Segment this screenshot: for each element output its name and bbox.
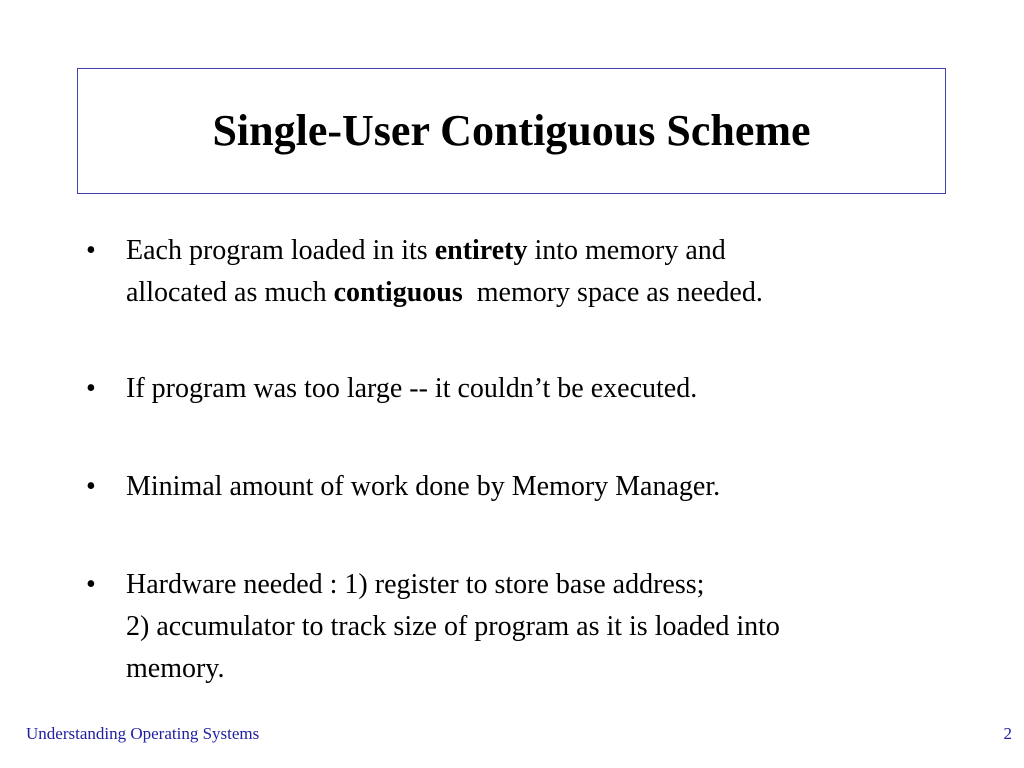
title-box — [77, 68, 946, 194]
bullet-text — [126, 564, 966, 690]
bullet-marker: • — [86, 471, 96, 502]
bullet-item — [86, 564, 966, 690]
footer-page-number: 2 — [1003, 724, 1012, 743]
bullet-item — [86, 230, 966, 314]
bullet-text-segment: Each program loaded in its — [126, 235, 435, 266]
bullet-text-segment: allocated as much — [126, 277, 334, 308]
bullet-bold-term: contiguous — [333, 277, 463, 308]
bullet-text-line: 2) accumulator to track size of program as it is loaded into — [126, 611, 780, 642]
bullet-item — [86, 368, 966, 410]
slide-title: Single-User Contiguous Scheme — [212, 105, 811, 155]
bullet-text-segment: memory space as needed. — [462, 277, 763, 308]
bullet-bold-term: entirety — [434, 235, 528, 266]
bullet-text-segment: into memory and — [527, 235, 726, 266]
bullet-marker: • — [86, 235, 96, 266]
bullet-marker: • — [86, 569, 96, 600]
bullet-text: Minimal amount of work done by Memory Manager. — [126, 471, 721, 502]
bullet-text: If program was too large -- it couldn’t be executed. — [126, 373, 698, 404]
bullet-text-line: Hardware needed : 1) register to store base address; — [126, 569, 705, 600]
bullet-item — [86, 466, 966, 508]
bullet-marker: • — [86, 373, 96, 404]
bullet-text-line: memory. — [126, 653, 225, 684]
footer-course-title: Understanding Operating Systems — [26, 724, 260, 743]
bullet-text — [126, 230, 966, 314]
